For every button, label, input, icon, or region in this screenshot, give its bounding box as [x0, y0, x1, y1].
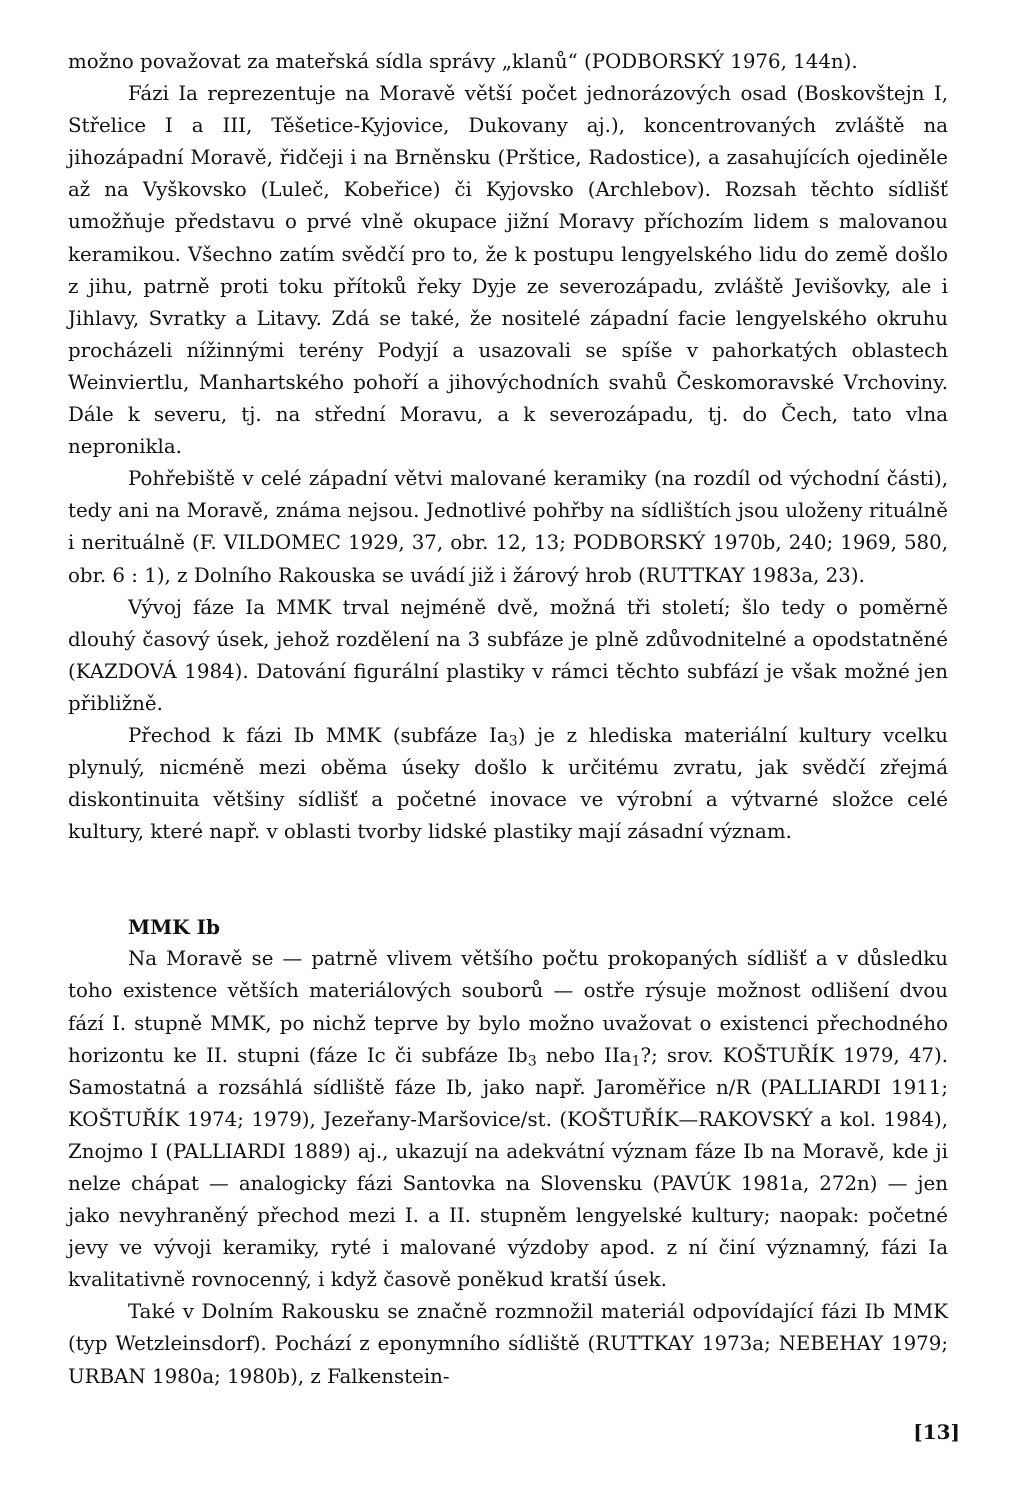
- paragraph-6-part-c: ?; srov. KOŠTUŘÍK 1979, 47). Samostatná a rozsáhlá sídliště fáze Ib, jako např. Jaroměřice n/R (PALLIARDI 1911; KOŠTUŘÍK 1974; 1979), Jezeřany-Maršovice/st. (KOŠTUŘÍK—RAKOVSKÝ a kol. 1984), Znojmo I (PALLIARDI 1889) aj., ukazují na adekvátní význam fáze Ib na Moravě, kde ji nelze chápat — analogicky fázi Santovka na Slovensku (PAVÚK 1981a, 272n) — jen jako nevyhraněný přechod mezi I. a II. stupněm lengyelské kultury; naopak: početné jevy ve vývoji keramiky, ryté i malované výzdoby apod. z ní činí významný, fázi Ia kvalitativně rovnocenný, i když časově poněkud kratší úsek.: [68, 1043, 948, 1292]
- paragraph-4: Vývoj fáze Ia MMK trval nejméně dvě, možná tři století; šlo tedy o poměrně dlouhý časový úsek, jehož rozdělení na 3 subfáze je plně zdůvodnitelné a opodstatněné (KAZDOVÁ 1984). Datování figurální plastiky v rámci těchto subfází je však možné jen přibližně.: [68, 595, 948, 715]
- paragraph-6-part-b: nebo IIa: [536, 1043, 632, 1067]
- paragraph-5: [68, 720, 948, 848]
- paragraph-6-subscript-2: 1: [631, 1053, 641, 1070]
- paragraph-2: Fázi Ia reprezentuje na Moravě větší počet jednorázových osad (Boskovštejn I, Střelice I a III, Těšetice-Kyjovice, Dukovany aj.), koncentrovaných zvláště na jihozápadní Moravě, řidčeji i na Brněnsku (Prštice, Radostice), a zasahujících ojediněle až na Vyškovsko (Luleč, Kobeřice) či Kyjovsko (Archlebov). Rozsah těchto sídlišť umožňuje představu o prvé vlně okupace jižní Moravy příchozím lidem s malovanou keramikou. Všechno zatím svědčí pro to, že k postupu lengyelského lidu do země došlo z jihu, patrně proti toku přítoků řeky Dyje ze severozápadu, zvláště Jevišovky, ale i Jihlavy, Svratky a Litavy. Zdá se také, že nositelé západní facie lengyelského okruhu procházeli nížinnými terény Podyjí a usazovali se spíše v pahorkatých oblastech Weinviertlu, Manhartského pohoří a jihovýchodních svahů Českomoravské Vrchoviny. Dále k severu, tj. na střední Moravu, a k severozápadu, tj. do Čech, tato vlna nepronikla.: [68, 82, 948, 459]
- paragraph-6-subscript-1: 3: [527, 1053, 537, 1070]
- paragraph-5-part-b: ) je z hlediska materiální kultury vcelku plynulý, nicméně mezi oběma úseky došlo k určitému zvratu, jak svědčí zřejmá diskontinuita většiny sídlišť a početné inovace ve výrobní a výtvarné složce celé kultury, které např. v oblasti tvorby lidské plastiky mají zásadní význam.: [68, 723, 948, 844]
- paragraph-3: Pohřebiště v celé západní větvi malované keramiky (na rozdíl od východní části), tedy ani na Moravě, známa nejsou. Jednotlivé pohřby na sídlištích jsou uloženy rituálně i nerituálně (F. VILDOMEC 1929, 37, obr. 12, 13; PODBORSKÝ 1970b, 240; 1969, 580, obr. 6 : 1), z Dolního Rakouska se uvádí již i žárový hrob (RUTTKAY 1983a, 23).: [68, 467, 948, 587]
- page-number: [13]: [913, 1420, 960, 1444]
- paragraph-6: [68, 943, 948, 1296]
- paragraph-5-part-a: Přechod k fázi Ib MMK (subfáze Ia: [128, 723, 509, 747]
- paragraph-6-part-a: Na Moravě se — patrně vlivem většího počtu prokopaných sídlišť a v důsledku toho existence větších materiálových souborů — ostře rýsuje možnost odlišení dvou fází I. stupně MMK, po nichž teprve by bylo možno uvažovat o existenci přechodného horizontu ke II. stupni (fáze Ic či subfáze Ib: [68, 947, 948, 1067]
- paragraph-7: Také v Dolním Rakousku se značně rozmnožil materiál odpovídající fázi Ib MMK (typ Wetzleinsdorf). Pochází z eponymního sídliště (RUTTKAY 1973a; NEBEHAY 1979; URBAN 1980a; 1980b), z Falkenstein-: [68, 1300, 948, 1388]
- page-body: [68, 46, 948, 1393]
- paragraph-1: možno považovat za mateřská sídla správy „klanů“ (PODBORSKÝ 1976, 144n).: [68, 50, 858, 73]
- section-heading: MMK Ib: [128, 915, 220, 940]
- paragraph-5-subscript: 3: [508, 733, 518, 750]
